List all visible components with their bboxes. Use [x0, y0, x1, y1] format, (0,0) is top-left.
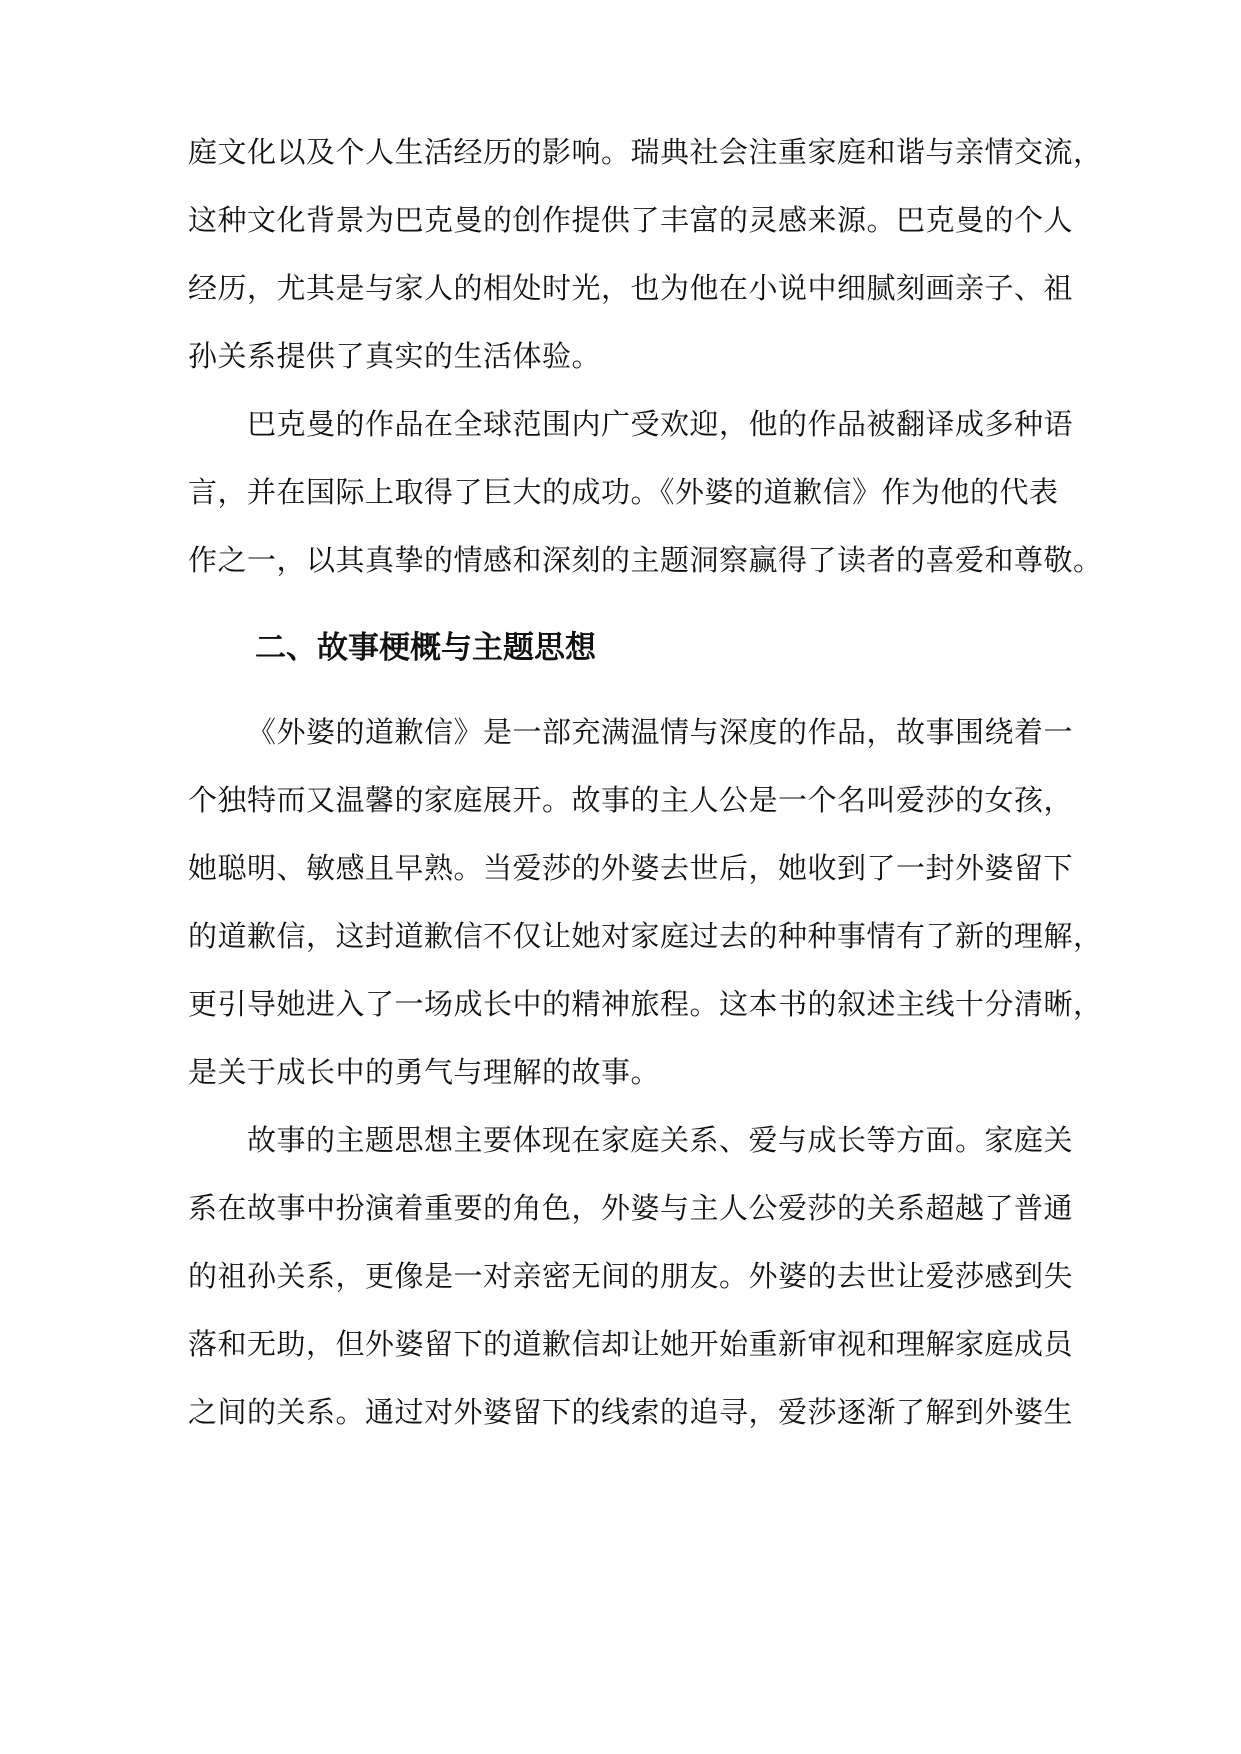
- paragraph-3-line-3: 她聪明、敏感且早熟。当爱莎的外婆去世后，她收到了一封外婆留下: [188, 851, 1074, 885]
- paragraph-1-line-2: 这种文化背景为巴克曼的创作提供了丰富的灵感来源。巴克曼的个人: [188, 203, 1074, 237]
- paragraph-2-line-3: 作之一，以其真挚的情感和深刻的主题洞察赢得了读者的喜爱和尊敬。: [188, 543, 1103, 577]
- paragraph-2-line-2: 言，并在国际上取得了巨大的成功。《外婆的道歉信》作为他的代表: [188, 475, 1059, 509]
- paragraph-3-line-4: 的道歉信，这封道歉信不仅让她对家庭过去的种种事情有了新的理解，: [188, 919, 1103, 953]
- paragraph-3-line-6: 是关于成长中的勇气与理解的故事。: [188, 1055, 661, 1089]
- paragraph-4-line-5: 之间的关系。通过对外婆留下的线索的追寻，爱莎逐渐了解到外婆生: [188, 1395, 1074, 1429]
- paragraph-3-line-2: 个独特而又温馨的家庭展开。故事的主人公是一个名叫爱莎的女孩，: [188, 783, 1074, 817]
- paragraph-3-line-5: 更引导她进入了一场成长中的精神旅程。这本书的叙述主线十分清晰，: [188, 987, 1103, 1021]
- paragraph-4-line-4: 落和无助，但外婆留下的道歉信却让她开始重新审视和理解家庭成员: [188, 1327, 1074, 1361]
- paragraph-4-line-3: 的祖孙关系，更像是一对亲密无间的朋友。外婆的去世让爱莎感到失: [188, 1259, 1074, 1293]
- paragraph-1-line-4: 孙关系提供了真实的生活体验。: [188, 339, 602, 373]
- paragraph-4-line-1: 故事的主题思想主要体现在家庭关系、爱与成长等方面。家庭关: [247, 1123, 1074, 1157]
- paragraph-3-line-1: 《外婆的道歉信》是一部充满温情与深度的作品，故事围绕着一: [247, 715, 1074, 749]
- paragraph-1-line-1: 庭文化以及个人生活经历的影响。瑞典社会注重家庭和谐与亲情交流，: [188, 135, 1103, 169]
- paragraph-1-line-3: 经历，尤其是与家人的相处时光，也为他在小说中细腻刻画亲子、祖: [188, 271, 1074, 305]
- section-heading: 二、故事梗概与主题思想: [255, 630, 596, 666]
- paragraph-4-line-2: 系在故事中扮演着重要的角色，外婆与主人公爱莎的关系超越了普通: [188, 1191, 1074, 1225]
- paragraph-2-line-1: 巴克曼的作品在全球范围内广受欢迎，他的作品被翻译成多种语: [247, 407, 1074, 441]
